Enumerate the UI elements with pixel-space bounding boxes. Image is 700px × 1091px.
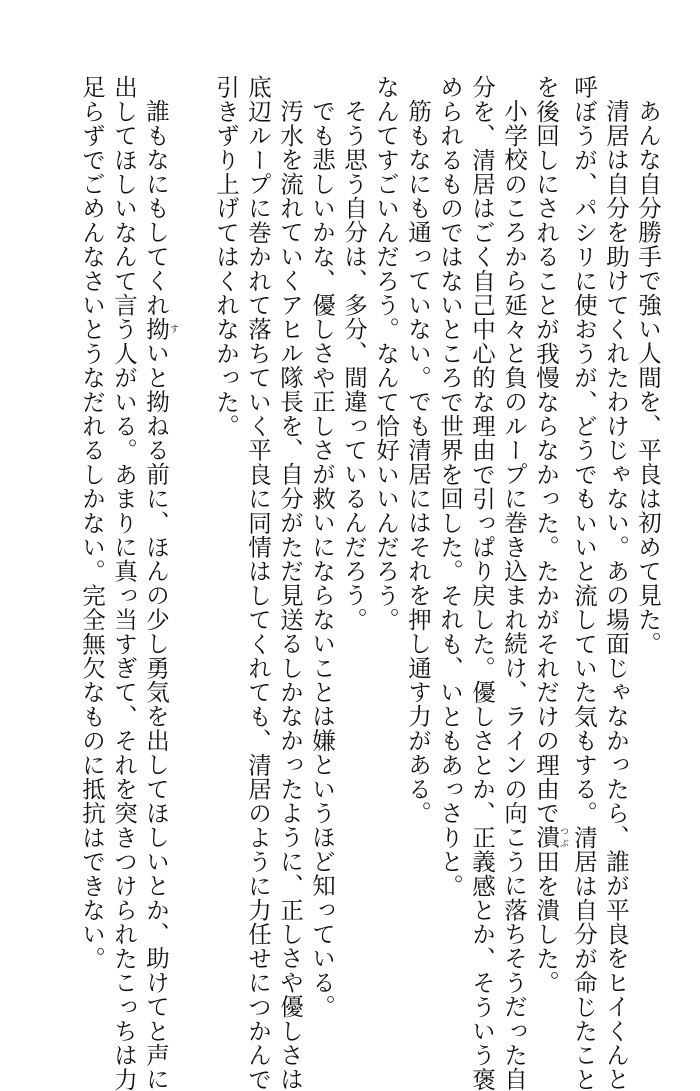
text-line: 出してほしいなんて言う人がいる。あまりに真っ当すぎて、それを突きつけられたこっちは力	[110, 75, 138, 1091]
text-line: そう思う自分は、多分、間違っているんだろう。	[340, 99, 368, 632]
text-line	[140, 75, 178, 1091]
line-text: いと拗ねる前に、ほんの少し勇気を出してほしいとか、助けてと声に	[142, 341, 170, 1091]
ruby-suneru	[142, 316, 178, 342]
text-line: 底辺ループに巻かれて落ちていく平良に同情はしてくれても、清居のように力任せにつかんで	[244, 75, 272, 1091]
text-line: でも悲しいかな、優しさや正しさが救いにならないことは嫌というほど知っている。	[308, 99, 336, 1019]
text-line: 引きずり上げてはくれなかった。	[212, 75, 240, 438]
ruby-reading: す	[168, 316, 178, 342]
line-text: を後回しにされることが我慢ならなかった。たかがそれだけの理由で	[532, 75, 560, 826]
ruby-tsubushita	[532, 825, 568, 850]
text-line: 小学校のころから延々と負のループに巻き込まれ続け、ラインの向こうに落ちそうだった自	[500, 99, 528, 1091]
text-line: 呼ぼうが、パシリに使おうが、どうでもいいと流していた気もする。清居は自分が命じたこと	[570, 75, 598, 1091]
text-line: められるものではないところで世界を回した。それも、いともあっさりと。	[436, 75, 464, 898]
ruby-base: 拗	[142, 316, 170, 342]
text-line: 清居は自分を助けてくれたわけじゃない。あの場面じゃなかったら、誰が平良をヒイくんと	[602, 99, 630, 1091]
ruby-reading: つぶ	[558, 825, 568, 850]
vertical-text-block	[76, 75, 664, 1091]
text-line: なんてすごいんだろう。なんて恰好いいんだろう。	[372, 75, 400, 632]
ruby-base: 潰	[532, 825, 560, 850]
text-line: あんな自分勝手で強い人間を、平良は初めて見た。	[634, 99, 662, 656]
text-line	[530, 75, 568, 995]
line-text: 誰もなにもしてくれ	[142, 99, 170, 317]
line-text: 田を潰した。	[532, 849, 560, 995]
text-line: 分を、清居はごく自己中心的な理由で引っぱり戻した。優しさとか、正義感とか、そういう褒	[468, 75, 496, 1091]
blank-line	[178, 75, 210, 975]
text-line: 筋もなにも通っていない。でも清居にはそれを押し通す力がある。	[404, 99, 432, 825]
text-line: 足らずでごめんなさいとうなだれるしかない。完全無欠なものに抵抗はできない。	[78, 75, 106, 971]
text-line: 汚水を流れていくアヒル隊長を、自分がただ見送るしかなかったように、正しさや優しさは	[276, 99, 304, 1091]
